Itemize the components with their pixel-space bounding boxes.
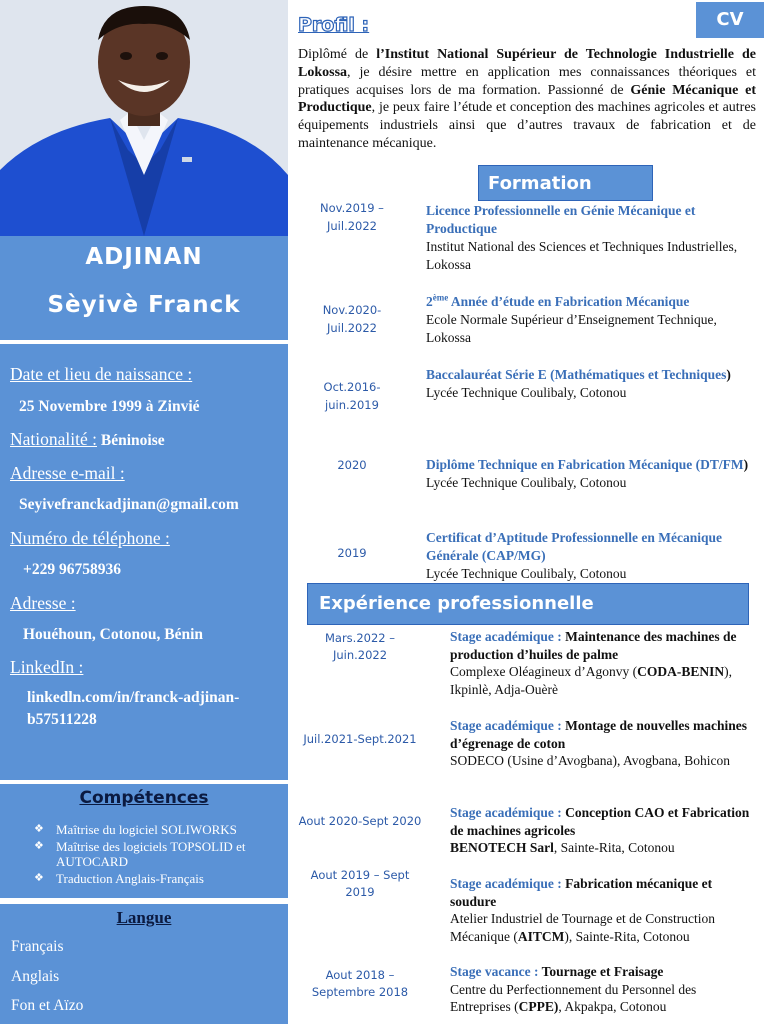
experience-item [450,628,760,698]
address-value: Houéhoun, Cotonou, Bénin [23,626,204,643]
formation-school: Ecole Normale Supérieur d’Enseignement Technique, Lokossa [426,312,717,345]
experience-date: Aout 2018 – Septembre 2018 [311,968,409,999]
sidebar [0,0,288,1024]
birth-label: Date et lieu de naissance : [10,364,193,384]
experience-header: Expérience professionnelle [307,583,749,625]
nationality-label: Nationalité : [10,429,97,449]
formation-school: Lycée Technique Coulibaly, Cotonou [426,566,627,581]
experience-kind: Stage académique : [450,876,566,891]
contact-info [0,344,288,780]
experience-date: Aout 2020-Sept 2020 [298,814,422,828]
linkedin-label: LinkedIn : [10,657,84,677]
experience-place: BENOTECH Sarl, Sainte-Rita, Cotonou [450,840,675,855]
formation-title: Licence Professionnelle en Génie Mécanique et Productique [426,203,696,236]
profile-photo [0,0,288,236]
experience-kind: Stage vacance : [450,964,542,979]
skill-item: ❖ Traduction Anglais-Français [34,871,204,886]
formation-item [426,366,756,402]
formation-item [426,202,756,274]
formation-school: Lycée Technique Coulibaly, Cotonou [426,385,627,400]
experience-role: Conception CAO et Fabrication de machines agricoles [450,805,750,838]
experience-date: Mars.2022 – Juin.2022 [324,631,396,662]
languages-section [0,904,288,1024]
nationality-value: Béninoise [97,432,165,449]
birth-value: 25 Novembre 1999 à Zinvié [19,398,200,415]
address-label: Adresse : [10,593,76,613]
experience-place: Atelier Industriel de Tournage et de Construction Mécanique (AITCM), Sainte-Rita, Cotonou [450,911,715,944]
experience-role: Tournage et Fraisage [541,964,664,979]
formation-header: Formation [478,165,653,201]
formation-date: 2019 [337,546,367,560]
formation-date: Nov.2019 – Juil.2022 [320,201,384,233]
language-item: Fon et Aïzo [11,997,84,1014]
experience-place: Centre du Perfectionnement du Personnel des Entreprises (CPPE), Akpakpa, Cotonou [450,981,697,1014]
skills-title: Compétences [79,788,209,808]
formation-school: Lycée Technique Coulibaly, Cotonou [426,475,627,490]
name-box [0,236,288,340]
diamond-bullet-icon: ❖ [34,840,44,852]
formation-item [426,293,756,347]
email-label: Adresse e-mail : [10,463,125,483]
experience-item [450,963,760,1016]
formation-date: Nov.2020- Juil.2022 [322,303,382,335]
formation-date: 2020 [337,458,367,472]
language-item: Français [11,938,64,955]
experience-kind: Stage académique : [450,718,566,733]
cv-badge: CV [696,2,764,38]
formation-title: 2ème Année d’étude en Fabrication Mécanique [426,292,690,309]
experience-kind: Stage académique : [450,805,566,820]
diamond-bullet-icon: ❖ [34,872,44,884]
languages-title: Langue [116,908,172,927]
experience-role: Fabrication mécanique et soudure [450,876,713,909]
experience-item [450,875,760,945]
experience-place: Complexe Oléagineux d’Agonvy (CODA-BENIN), Ikpinlè, Adja-Ouèrè [450,664,732,697]
linkedin-value-line1[interactable]: linkedln.com/in/franck-adjinan- [27,689,240,706]
experience-role: Montage de nouvelles machines d’égrenage de coton [450,718,747,751]
formation-title: Baccalauréat Série E (Mathématiques et Techniques) [426,367,731,382]
skill-item: ❖ Maîtrise du logiciel SOLIWORKS [34,822,237,837]
formation-title: Certificat d’Aptitude Professionnelle en Mécanique Générale (CAP/MG) [426,530,722,563]
last-name: ADJINAN [85,244,203,270]
email-value[interactable]: Seyivefranckadjinan@gmail.com [19,496,239,513]
experience-role: Maintenance des machines de production d’huiles de palme [450,629,737,662]
profile-text: Diplômé de l’Institut National Supérieur de Technologie Industrielle de Lokossa, je désire mettre en application mes connaissances théoriques et pratiques acquises lors de ma formation. Passionné de Génie Mécanique et Productique, je peux faire l’étude et conception des machines agricoles et autres équipements industriels ainsi que d’autres travaux de fabrication et de maintenance mécanique. [298,47,757,151]
phone-label: Numéro de téléphone : [10,528,170,548]
formation-title: Diplôme Technique en Fabrication Mécanique (DT/FM) [426,457,749,472]
profile-title: Profil : [298,14,370,36]
experience-kind: Stage académique : [450,629,566,644]
language-item: Anglais [11,968,60,985]
diamond-bullet-icon: ❖ [34,823,44,835]
linkedin-value-line2[interactable]: b57511228 [27,711,97,728]
skill-item: ❖ Maîtrise des logiciels TOPSOLID et AUTOCARD [34,839,246,869]
formation-date: Oct.2016- juin.2019 [323,380,381,412]
phone-value[interactable]: +229 96758936 [23,561,121,578]
experience-date: Juil.2021-Sept.2021 [303,732,417,746]
experience-place: SODECO (Usine d’Avogbana), Avogbana, Bohicon [450,753,730,768]
nationality-row [10,429,165,450]
formation-school: Institut National des Sciences et Techniques Industrielles, Lokossa [426,239,738,272]
formation-item [426,529,756,583]
experience-date: Aout 2019 – Sept 2019 [310,868,410,899]
experience-item [450,717,760,770]
skills-list [34,822,284,888]
formation-item [426,456,756,492]
skills-section [0,784,288,898]
first-name: Sèyivè Franck [47,292,241,318]
experience-item [450,804,760,857]
